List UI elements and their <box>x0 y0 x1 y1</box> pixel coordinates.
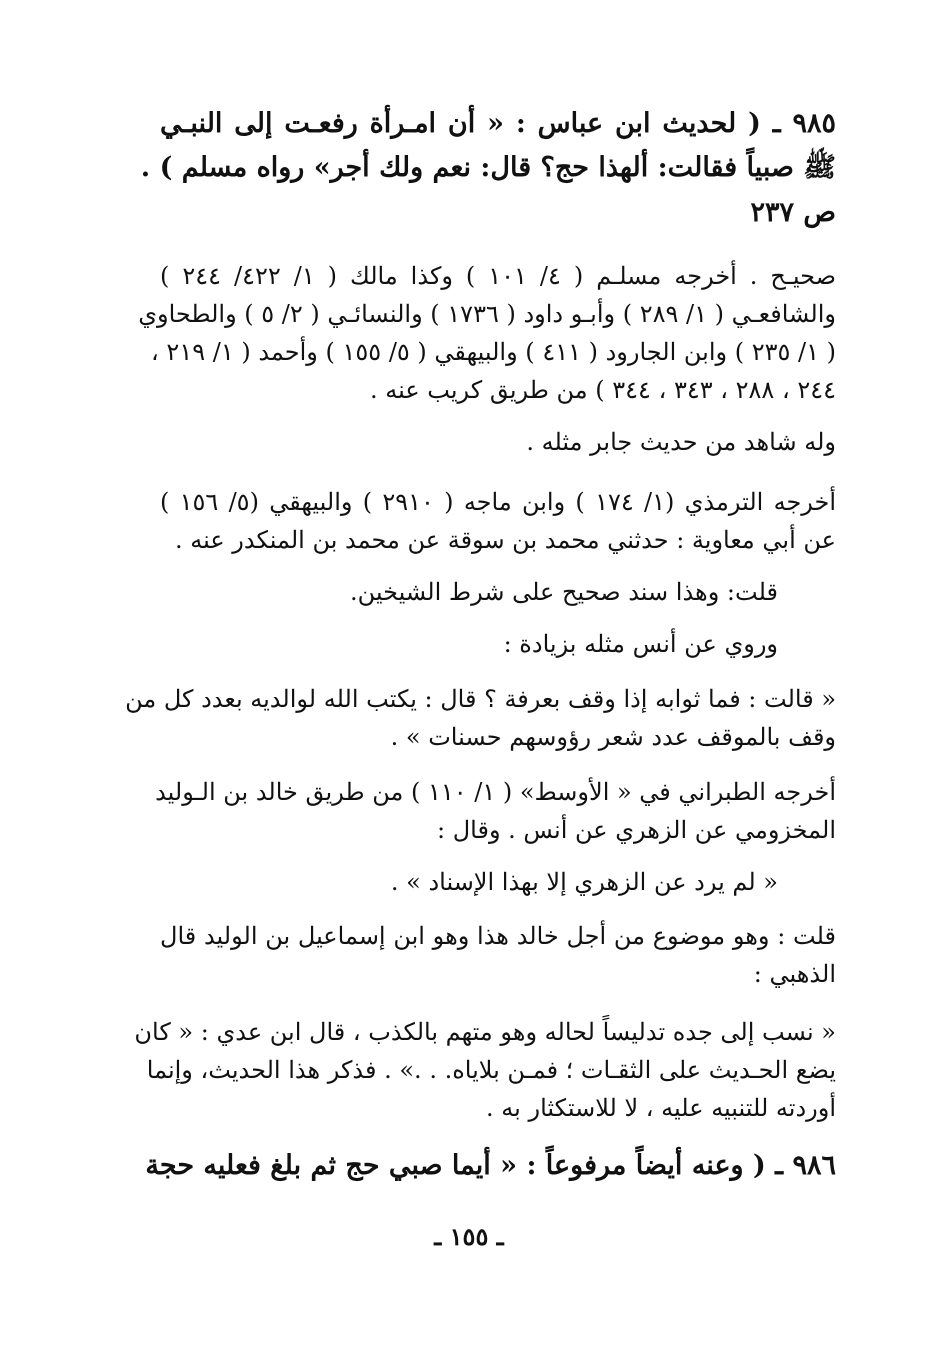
quote-2-paragraph: « لم يرد عن الزهري إلا بهذا الإسناد » . <box>390 868 778 896</box>
takhrij-1-line-2: والشافعـي ( ١/ ٢٨٩ ) وأبـو داود ( ١٧٣٦ ) والنسائـي ( ٢/ ٥ ) والطحاوي <box>138 300 836 328</box>
takhrij-1-line-1: صحيـح . أخرجه مسلـم ( ٤/ ١٠١ ) وكذا مالك ( ١/ ٤٢٢/ ٢٤٤ ) <box>160 262 837 290</box>
takhrij-2-line-1: أخرجه الترمذي (١/ ١٧٤ ) وابن ماجه ( ٢٩١٠ ) والبيهقي (٥/ ١٥٦ ) <box>160 488 837 516</box>
quote-1-line-2: وقف بالموقف عدد شعر رؤوسهم حسنات » . <box>390 723 836 751</box>
hadith-985-line-2: ﷺ صبياً فقالت: ألهذا حج؟ قال: نعم ولك أجر» رواه مسلم ) . <box>140 152 836 183</box>
shahid-paragraph: وله شاهد من حديث جابر مثله . <box>526 428 836 456</box>
anas-paragraph: وروي عن أنس مثله بزيادة : <box>503 630 778 658</box>
takhrij-2-line-2: عن أبي معاوية : حدثني محمد بن سوقة عن محمد بن المنكدر عنه . <box>174 526 836 554</box>
takhrij-1-line-4: ٢٤٤ ، ٢٨٨ ، ٣٤٣ ، ٣٤٤ ) من طريق كريب عنه . <box>369 376 836 404</box>
takhrij-3-line-2: المخزومي عن الزهري عن أنس . وقال : <box>437 816 836 844</box>
hadith-985-line-1: ٩٨٥ ـ ( لحديث ابن عباس : « أن امـرأة رفعـت إلى النبـي <box>160 108 836 139</box>
takhrij-3-line-1: أخرجه الطبراني في « الأوسط» ( ١/ ١١٠ ) من طريق خالد بن الـوليد <box>155 778 836 806</box>
qultu-2-line-2: الذهبي : <box>753 960 836 988</box>
quote-3-line-3: أوردته للتنبيه عليه ، لا للاستكثار به . <box>486 1094 836 1122</box>
page-number: ـ ١٥٥ ـ <box>434 1222 504 1251</box>
hadith-985-page-ref: ص ٢٣٧ <box>750 197 836 228</box>
qultu-1-paragraph: قلت: وهذا سند صحيح على شرط الشيخين. <box>350 578 778 606</box>
hadith-986-line-1: ٩٨٦ ـ ( وعنه أيضاً مرفوعاً : « أيما صبي حج ثم بلغ فعليه حجة <box>145 1150 836 1181</box>
quote-3-line-2: يضع الحـديث على الثقـات ؛ فمـن بلاياه. . .» . فذكر هذا الحديث، وإنما <box>146 1056 836 1084</box>
takhrij-1-line-3: ( ١/ ٢٣٥ ) وابن الجارود ( ٤١١ ) والبيهقي ( ٥/ ١٥٥ ) وأحمد ( ١/ ٢١٩ ، <box>151 338 836 366</box>
qultu-2-line-1: قلت : وهو موضوع من أجل خالد هذا وهو ابن إسماعيل بن الوليد قال <box>160 922 836 950</box>
quote-1-line-1: « قالت : فما ثوابه إذا وقف بعرفة ؟ قال : يكتب الله لوالديه بعدد كل من <box>125 685 836 713</box>
quote-3-line-1: « نسب إلى جده تدليساً لحاله وهو متهم بالكذب ، قال ابن عدي : « كان <box>134 1018 836 1046</box>
